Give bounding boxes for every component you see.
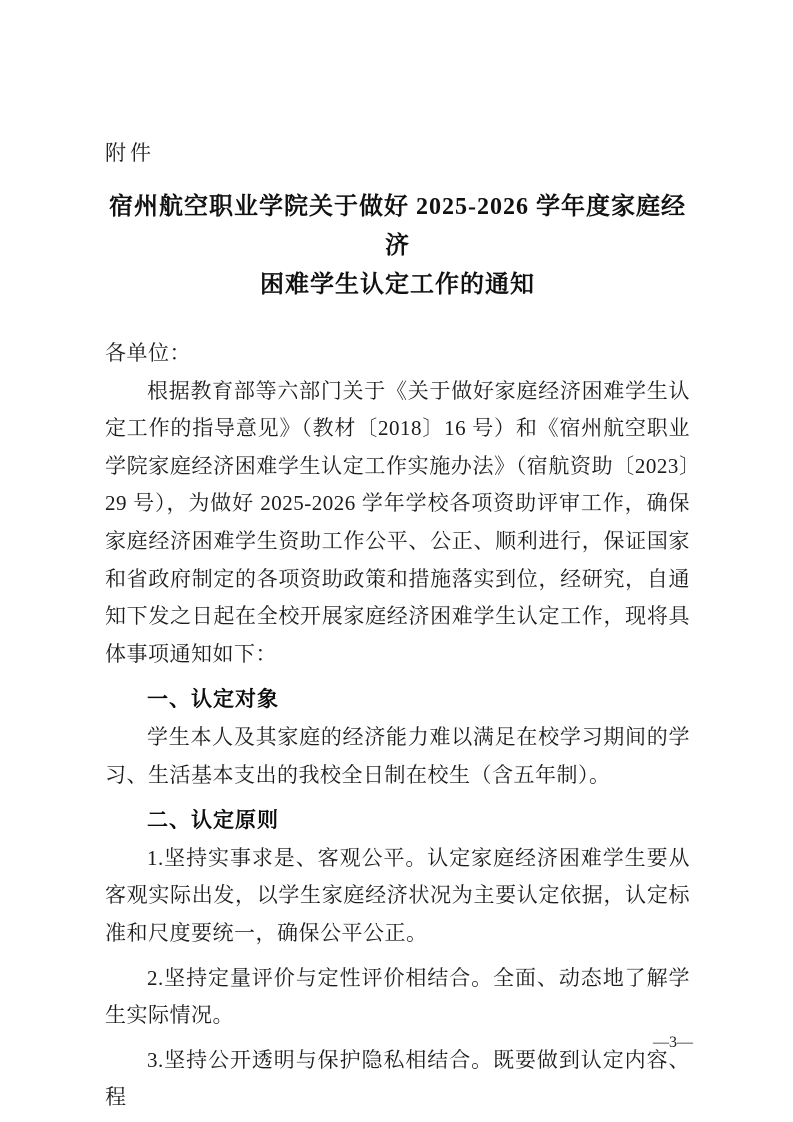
paragraph: 根据教育部等六部门关于《关于做好家庭经济困难学生认定工作的指导意见》（教材〔2018〕16 号）和《宿州航空职业学院家庭经济困难学生认定工作实施办法》（宿航资助〔2023〕29 号），为做好 2025-2026 学年学校各项资助评审工作，确保家庭经济困难学生资助工作公平、公正、顺利进行，保证国家和省政府制定的各项资助政策和措施落实到位，经研究，自通知下发之日起在全校开展家庭经济困难学生认定工作，现将具体事项通知如下： bbox=[105, 378, 690, 666]
document-title-line-1: 宿州航空职业学院关于做好 2025-2026 学年度家庭经济 bbox=[109, 194, 686, 259]
salutation: 各单位： bbox=[105, 341, 191, 365]
paragraph: 3.坚持公开透明与保护隐私相结合。既要做到认定内容、程 bbox=[105, 1047, 690, 1110]
document-body bbox=[105, 373, 690, 1117]
page-number: —3— bbox=[653, 1034, 693, 1051]
section-heading: 二、认定原则 bbox=[147, 809, 279, 833]
document-title bbox=[105, 188, 690, 305]
paragraph: 学生本人及其家庭的经济能力难以满足在校学习期间的学习、生活基本支出的我校全日制在校生（含五年制）。 bbox=[105, 724, 690, 787]
document-title-line-2: 困难学生认定工作的通知 bbox=[260, 272, 535, 298]
section-heading: 一、认定对象 bbox=[147, 688, 279, 712]
paragraph: 2.坚持定量评价与定性评价相结合。全面、动态地了解学生实际情况。 bbox=[105, 965, 690, 1028]
paragraph: 1.坚持实事求是、客观公平。认定家庭经济困难学生要从客观实际出发，以学生家庭经济状况为主要认定依据，认定标准和尺度要统一，确保公平公正。 bbox=[105, 845, 690, 945]
document-content bbox=[105, 0, 690, 1117]
attachment-label: 附件 bbox=[105, 141, 155, 165]
